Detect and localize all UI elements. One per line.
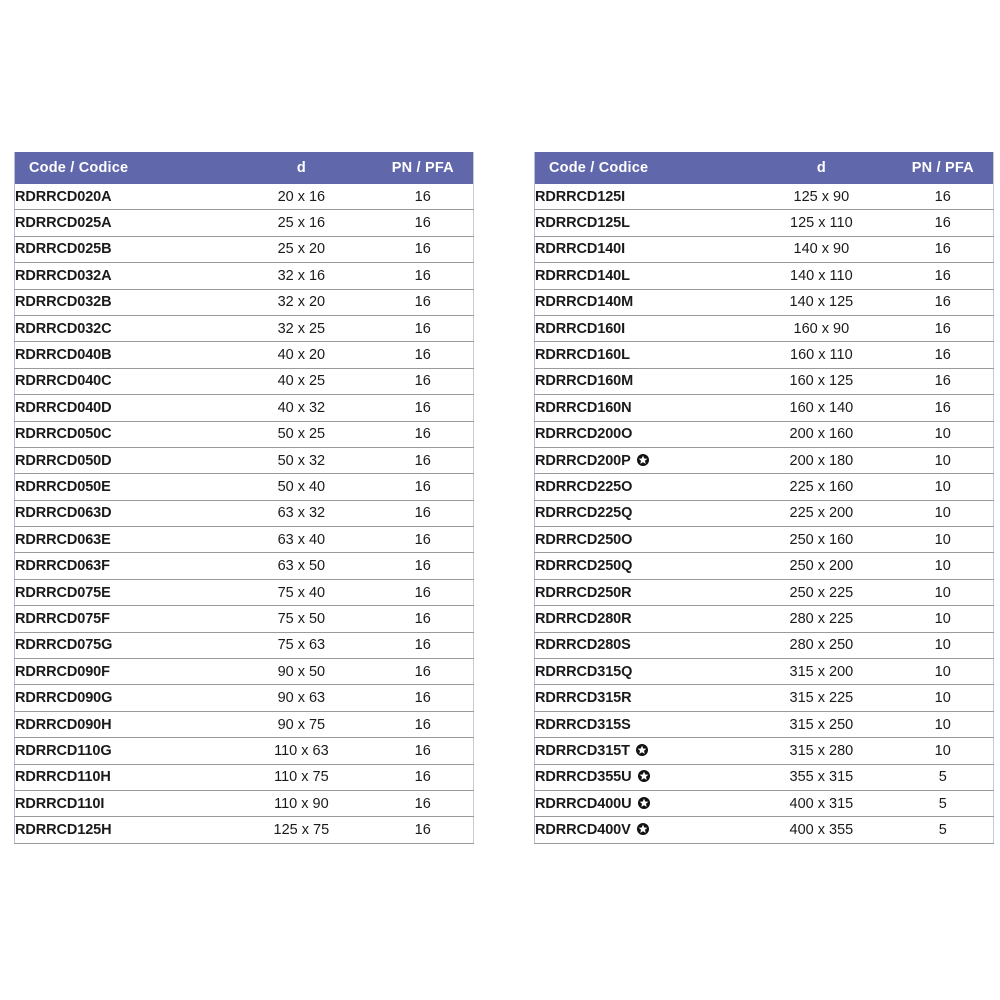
- cell-pn: 16: [373, 447, 474, 473]
- cell-d: 125 x 90: [750, 184, 892, 210]
- cell-code: [535, 632, 751, 658]
- code-text: RDRRCD125L: [535, 215, 630, 232]
- table-row: [535, 447, 994, 473]
- cell-code: [535, 447, 751, 473]
- cell-code: [15, 790, 231, 816]
- cell-code: [15, 210, 231, 236]
- table-row: [15, 447, 474, 473]
- star-badge-icon: [637, 823, 649, 835]
- cell-d: 25 x 20: [230, 236, 372, 262]
- code-text: RDRRCD075G: [15, 637, 113, 654]
- table-row: [15, 764, 474, 790]
- cell-pn: 10: [893, 527, 994, 553]
- code-text: RDRRCD400U: [535, 795, 632, 812]
- code-text: RDRRCD355U: [535, 769, 632, 786]
- cell-pn: 16: [373, 289, 474, 315]
- code-text: RDRRCD110G: [15, 742, 112, 759]
- cell-code: [15, 368, 231, 394]
- cell-code: [535, 659, 751, 685]
- cell-pn: 16: [373, 368, 474, 394]
- cell-pn: 16: [373, 790, 474, 816]
- cell-code: [535, 738, 751, 764]
- cell-pn: 10: [893, 474, 994, 500]
- cell-code: [535, 527, 751, 553]
- code-text: RDRRCD125H: [15, 822, 112, 839]
- column-header-pn: PN / PFA: [373, 152, 474, 184]
- table-row: [535, 289, 994, 315]
- cell-d: 75 x 40: [230, 579, 372, 605]
- cell-d: 315 x 200: [750, 659, 892, 685]
- cell-code: [535, 685, 751, 711]
- code-text: RDRRCD110I: [15, 795, 105, 812]
- table-row: [535, 738, 994, 764]
- table-row: [535, 210, 994, 236]
- cell-d: 32 x 25: [230, 315, 372, 341]
- cell-code: [15, 421, 231, 447]
- cell-d: 63 x 50: [230, 553, 372, 579]
- cell-pn: 16: [893, 395, 994, 421]
- spec-table-left: [14, 152, 474, 844]
- cell-pn: 16: [893, 263, 994, 289]
- cell-code: [535, 553, 751, 579]
- cell-pn: 16: [893, 210, 994, 236]
- code-text: RDRRCD140L: [535, 267, 630, 284]
- code-text: RDRRCD040B: [15, 347, 112, 364]
- table-row: [535, 184, 994, 210]
- cell-code: [15, 527, 231, 553]
- cell-pn: 16: [373, 632, 474, 658]
- cell-d: 250 x 225: [750, 579, 892, 605]
- cell-pn: 16: [373, 210, 474, 236]
- cell-code: [15, 263, 231, 289]
- table-row: [535, 764, 994, 790]
- code-text: RDRRCD250Q: [535, 558, 633, 575]
- cell-pn: 16: [373, 395, 474, 421]
- cell-code: [15, 395, 231, 421]
- code-text: RDRRCD280S: [535, 637, 631, 654]
- cell-d: 160 x 90: [750, 315, 892, 341]
- cell-code: [15, 606, 231, 632]
- cell-d: 280 x 250: [750, 632, 892, 658]
- cell-d: 125 x 75: [230, 817, 372, 843]
- cell-code: [535, 817, 751, 843]
- left-table-column: [14, 152, 474, 844]
- table-row: [535, 579, 994, 605]
- code-text: RDRRCD040D: [15, 399, 112, 416]
- cell-d: 40 x 32: [230, 395, 372, 421]
- cell-pn: 5: [893, 764, 994, 790]
- code-text: RDRRCD063E: [15, 531, 111, 548]
- table-row: [15, 790, 474, 816]
- cell-code: [15, 474, 231, 500]
- cell-d: 50 x 32: [230, 447, 372, 473]
- cell-d: 40 x 20: [230, 342, 372, 368]
- cell-d: 40 x 25: [230, 368, 372, 394]
- cell-d: 200 x 160: [750, 421, 892, 447]
- cell-d: 400 x 315: [750, 790, 892, 816]
- cell-code: [15, 685, 231, 711]
- cell-d: 32 x 16: [230, 263, 372, 289]
- table-row: [15, 659, 474, 685]
- cell-code: [15, 764, 231, 790]
- cell-pn: 10: [893, 500, 994, 526]
- code-text: RDRRCD040C: [15, 373, 112, 390]
- cell-pn: 16: [893, 368, 994, 394]
- code-text: RDRRCD200O: [535, 426, 633, 443]
- right-table-column: [534, 152, 994, 844]
- code-text: RDRRCD315S: [535, 716, 631, 733]
- cell-pn: 16: [373, 764, 474, 790]
- table-row: [535, 527, 994, 553]
- cell-code: [15, 289, 231, 315]
- cell-d: 63 x 32: [230, 500, 372, 526]
- code-text: RDRRCD032C: [15, 320, 112, 337]
- table-row: [535, 685, 994, 711]
- cell-pn: 16: [893, 236, 994, 262]
- cell-pn: 16: [893, 289, 994, 315]
- cell-d: 25 x 16: [230, 210, 372, 236]
- cell-d: 250 x 200: [750, 553, 892, 579]
- table-row: [15, 738, 474, 764]
- cell-pn: 10: [893, 606, 994, 632]
- cell-code: [535, 315, 751, 341]
- table-row: [535, 263, 994, 289]
- cell-d: 50 x 25: [230, 421, 372, 447]
- table-row: [15, 711, 474, 737]
- cell-d: 225 x 160: [750, 474, 892, 500]
- cell-d: 200 x 180: [750, 447, 892, 473]
- cell-pn: 16: [893, 315, 994, 341]
- cell-pn: 10: [893, 711, 994, 737]
- table-row: [15, 395, 474, 421]
- cell-code: [15, 447, 231, 473]
- cell-d: 225 x 200: [750, 500, 892, 526]
- star-badge-icon: [637, 454, 649, 466]
- star-badge-icon: [638, 797, 650, 809]
- cell-code: [15, 500, 231, 526]
- code-text: RDRRCD225O: [535, 478, 633, 495]
- cell-code: [15, 579, 231, 605]
- table-row: [15, 579, 474, 605]
- code-text: RDRRCD050D: [15, 452, 112, 469]
- cell-code: [15, 553, 231, 579]
- code-text: RDRRCD050E: [15, 478, 111, 495]
- table-row: [15, 263, 474, 289]
- cell-pn: 16: [893, 342, 994, 368]
- cell-code: [535, 184, 751, 210]
- cell-pn: 16: [373, 606, 474, 632]
- table-row: [535, 711, 994, 737]
- code-text: RDRRCD125I: [535, 188, 626, 205]
- code-text: RDRRCD250R: [535, 584, 632, 601]
- cell-pn: 16: [373, 236, 474, 262]
- code-text: RDRRCD050C: [15, 426, 112, 443]
- code-text: RDRRCD160N: [535, 399, 632, 416]
- cell-code: [15, 738, 231, 764]
- header-row: [15, 152, 474, 184]
- code-text: RDRRCD160L: [535, 347, 630, 364]
- code-text: RDRRCD200P: [535, 452, 631, 469]
- cell-code: [535, 500, 751, 526]
- table-row: [15, 553, 474, 579]
- cell-code: [535, 711, 751, 737]
- cell-code: [15, 659, 231, 685]
- cell-pn: 10: [893, 685, 994, 711]
- table-row: [15, 289, 474, 315]
- cell-pn: 16: [373, 184, 474, 210]
- table-row: [15, 315, 474, 341]
- table-row: [15, 527, 474, 553]
- table-row: [535, 500, 994, 526]
- table-row: [15, 474, 474, 500]
- table-row: [15, 685, 474, 711]
- code-text: RDRRCD020A: [15, 188, 112, 205]
- cell-code: [15, 184, 231, 210]
- cell-d: 140 x 125: [750, 289, 892, 315]
- cell-pn: 5: [893, 817, 994, 843]
- cell-d: 160 x 125: [750, 368, 892, 394]
- code-text: RDRRCD160M: [535, 373, 634, 390]
- cell-code: [535, 790, 751, 816]
- cell-pn: 16: [373, 817, 474, 843]
- cell-pn: 16: [373, 342, 474, 368]
- cell-d: 110 x 63: [230, 738, 372, 764]
- table-row: [15, 236, 474, 262]
- table-row: [15, 342, 474, 368]
- cell-pn: 16: [893, 184, 994, 210]
- column-header-d: d: [750, 152, 892, 184]
- code-text: RDRRCD025B: [15, 241, 112, 258]
- star-badge-icon: [636, 744, 648, 756]
- cell-d: 315 x 250: [750, 711, 892, 737]
- cell-pn: 5: [893, 790, 994, 816]
- cell-d: 315 x 280: [750, 738, 892, 764]
- table-row: [15, 606, 474, 632]
- table-row: [15, 500, 474, 526]
- column-header-code: Code / Codice: [15, 152, 231, 184]
- table-row: [15, 632, 474, 658]
- cell-code: [15, 342, 231, 368]
- cell-pn: 10: [893, 632, 994, 658]
- table-row: [535, 342, 994, 368]
- column-header-d: d: [230, 152, 372, 184]
- code-text: RDRRCD280R: [535, 610, 632, 627]
- cell-pn: 16: [373, 500, 474, 526]
- cell-d: 280 x 225: [750, 606, 892, 632]
- cell-pn: 10: [893, 579, 994, 605]
- cell-pn: 16: [373, 527, 474, 553]
- header-row: [535, 152, 994, 184]
- cell-d: 315 x 225: [750, 685, 892, 711]
- cell-code: [535, 368, 751, 394]
- table-row: [15, 817, 474, 843]
- cell-code: [535, 579, 751, 605]
- cell-d: 355 x 315: [750, 764, 892, 790]
- table-row: [535, 395, 994, 421]
- table-body-right: [535, 184, 994, 843]
- table-row: [535, 474, 994, 500]
- table-row: [15, 368, 474, 394]
- cell-pn: 16: [373, 421, 474, 447]
- code-text: RDRRCD160I: [535, 320, 626, 337]
- code-text: RDRRCD140M: [535, 294, 634, 311]
- spec-table-right: [534, 152, 994, 844]
- cell-pn: 10: [893, 421, 994, 447]
- code-text: RDRRCD032B: [15, 294, 112, 311]
- cell-d: 250 x 160: [750, 527, 892, 553]
- cell-d: 32 x 20: [230, 289, 372, 315]
- cell-d: 90 x 50: [230, 659, 372, 685]
- cell-code: [15, 711, 231, 737]
- cell-pn: 16: [373, 711, 474, 737]
- table-row: [535, 315, 994, 341]
- table-row: [15, 210, 474, 236]
- table-row: [15, 184, 474, 210]
- code-text: RDRRCD090H: [15, 716, 112, 733]
- cell-d: 75 x 63: [230, 632, 372, 658]
- cell-d: 110 x 90: [230, 790, 372, 816]
- cell-pn: 10: [893, 738, 994, 764]
- cell-d: 90 x 63: [230, 685, 372, 711]
- cell-pn: 16: [373, 263, 474, 289]
- code-text: RDRRCD225Q: [535, 505, 633, 522]
- cell-d: 20 x 16: [230, 184, 372, 210]
- code-text: RDRRCD140I: [535, 241, 626, 258]
- table-row: [535, 817, 994, 843]
- cell-pn: 16: [373, 685, 474, 711]
- cell-d: 140 x 110: [750, 263, 892, 289]
- code-text: RDRRCD063D: [15, 505, 112, 522]
- table-row: [535, 659, 994, 685]
- cell-d: 160 x 140: [750, 395, 892, 421]
- cell-d: 63 x 40: [230, 527, 372, 553]
- code-text: RDRRCD063F: [15, 558, 110, 575]
- cell-pn: 16: [373, 659, 474, 685]
- table-row: [535, 632, 994, 658]
- code-text: RDRRCD032A: [15, 267, 112, 284]
- table-header-right: [535, 152, 994, 184]
- cell-code: [535, 342, 751, 368]
- cell-pn: 10: [893, 447, 994, 473]
- cell-code: [15, 315, 231, 341]
- cell-pn: 16: [373, 315, 474, 341]
- table-header-left: [15, 152, 474, 184]
- code-text: RDRRCD315T: [535, 742, 630, 759]
- code-text: RDRRCD250O: [535, 531, 633, 548]
- cell-code: [535, 263, 751, 289]
- table-body-left: [15, 184, 474, 843]
- cell-d: 90 x 75: [230, 711, 372, 737]
- cell-d: 110 x 75: [230, 764, 372, 790]
- cell-code: [15, 236, 231, 262]
- cell-code: [535, 236, 751, 262]
- cell-d: 75 x 50: [230, 606, 372, 632]
- code-text: RDRRCD025A: [15, 215, 112, 232]
- table-row: [535, 790, 994, 816]
- cell-code: [535, 764, 751, 790]
- cell-d: 160 x 110: [750, 342, 892, 368]
- cell-pn: 16: [373, 579, 474, 605]
- cell-code: [15, 817, 231, 843]
- cell-code: [535, 395, 751, 421]
- table-row: [535, 553, 994, 579]
- star-badge-icon: [638, 770, 650, 782]
- cell-code: [535, 606, 751, 632]
- cell-d: 125 x 110: [750, 210, 892, 236]
- table-row: [15, 421, 474, 447]
- code-text: RDRRCD315Q: [535, 663, 633, 680]
- cell-d: 140 x 90: [750, 236, 892, 262]
- cell-pn: 16: [373, 553, 474, 579]
- cell-code: [535, 474, 751, 500]
- cell-pn: 16: [373, 474, 474, 500]
- code-text: RDRRCD315R: [535, 690, 632, 707]
- column-header-code: Code / Codice: [535, 152, 751, 184]
- code-text: RDRRCD400V: [535, 822, 631, 839]
- table-row: [535, 368, 994, 394]
- code-text: RDRRCD075E: [15, 584, 111, 601]
- cell-pn: 16: [373, 738, 474, 764]
- column-header-pn: PN / PFA: [893, 152, 994, 184]
- code-text: RDRRCD110H: [15, 769, 111, 786]
- code-text: RDRRCD090G: [15, 690, 113, 707]
- cell-code: [535, 289, 751, 315]
- cell-d: 50 x 40: [230, 474, 372, 500]
- cell-pn: 10: [893, 553, 994, 579]
- cell-d: 400 x 355: [750, 817, 892, 843]
- table-row: [535, 421, 994, 447]
- code-text: RDRRCD090F: [15, 663, 110, 680]
- cell-code: [15, 632, 231, 658]
- cell-code: [535, 210, 751, 236]
- cell-pn: 10: [893, 659, 994, 685]
- table-row: [535, 606, 994, 632]
- code-text: RDRRCD075F: [15, 610, 110, 627]
- cell-code: [535, 421, 751, 447]
- table-row: [535, 236, 994, 262]
